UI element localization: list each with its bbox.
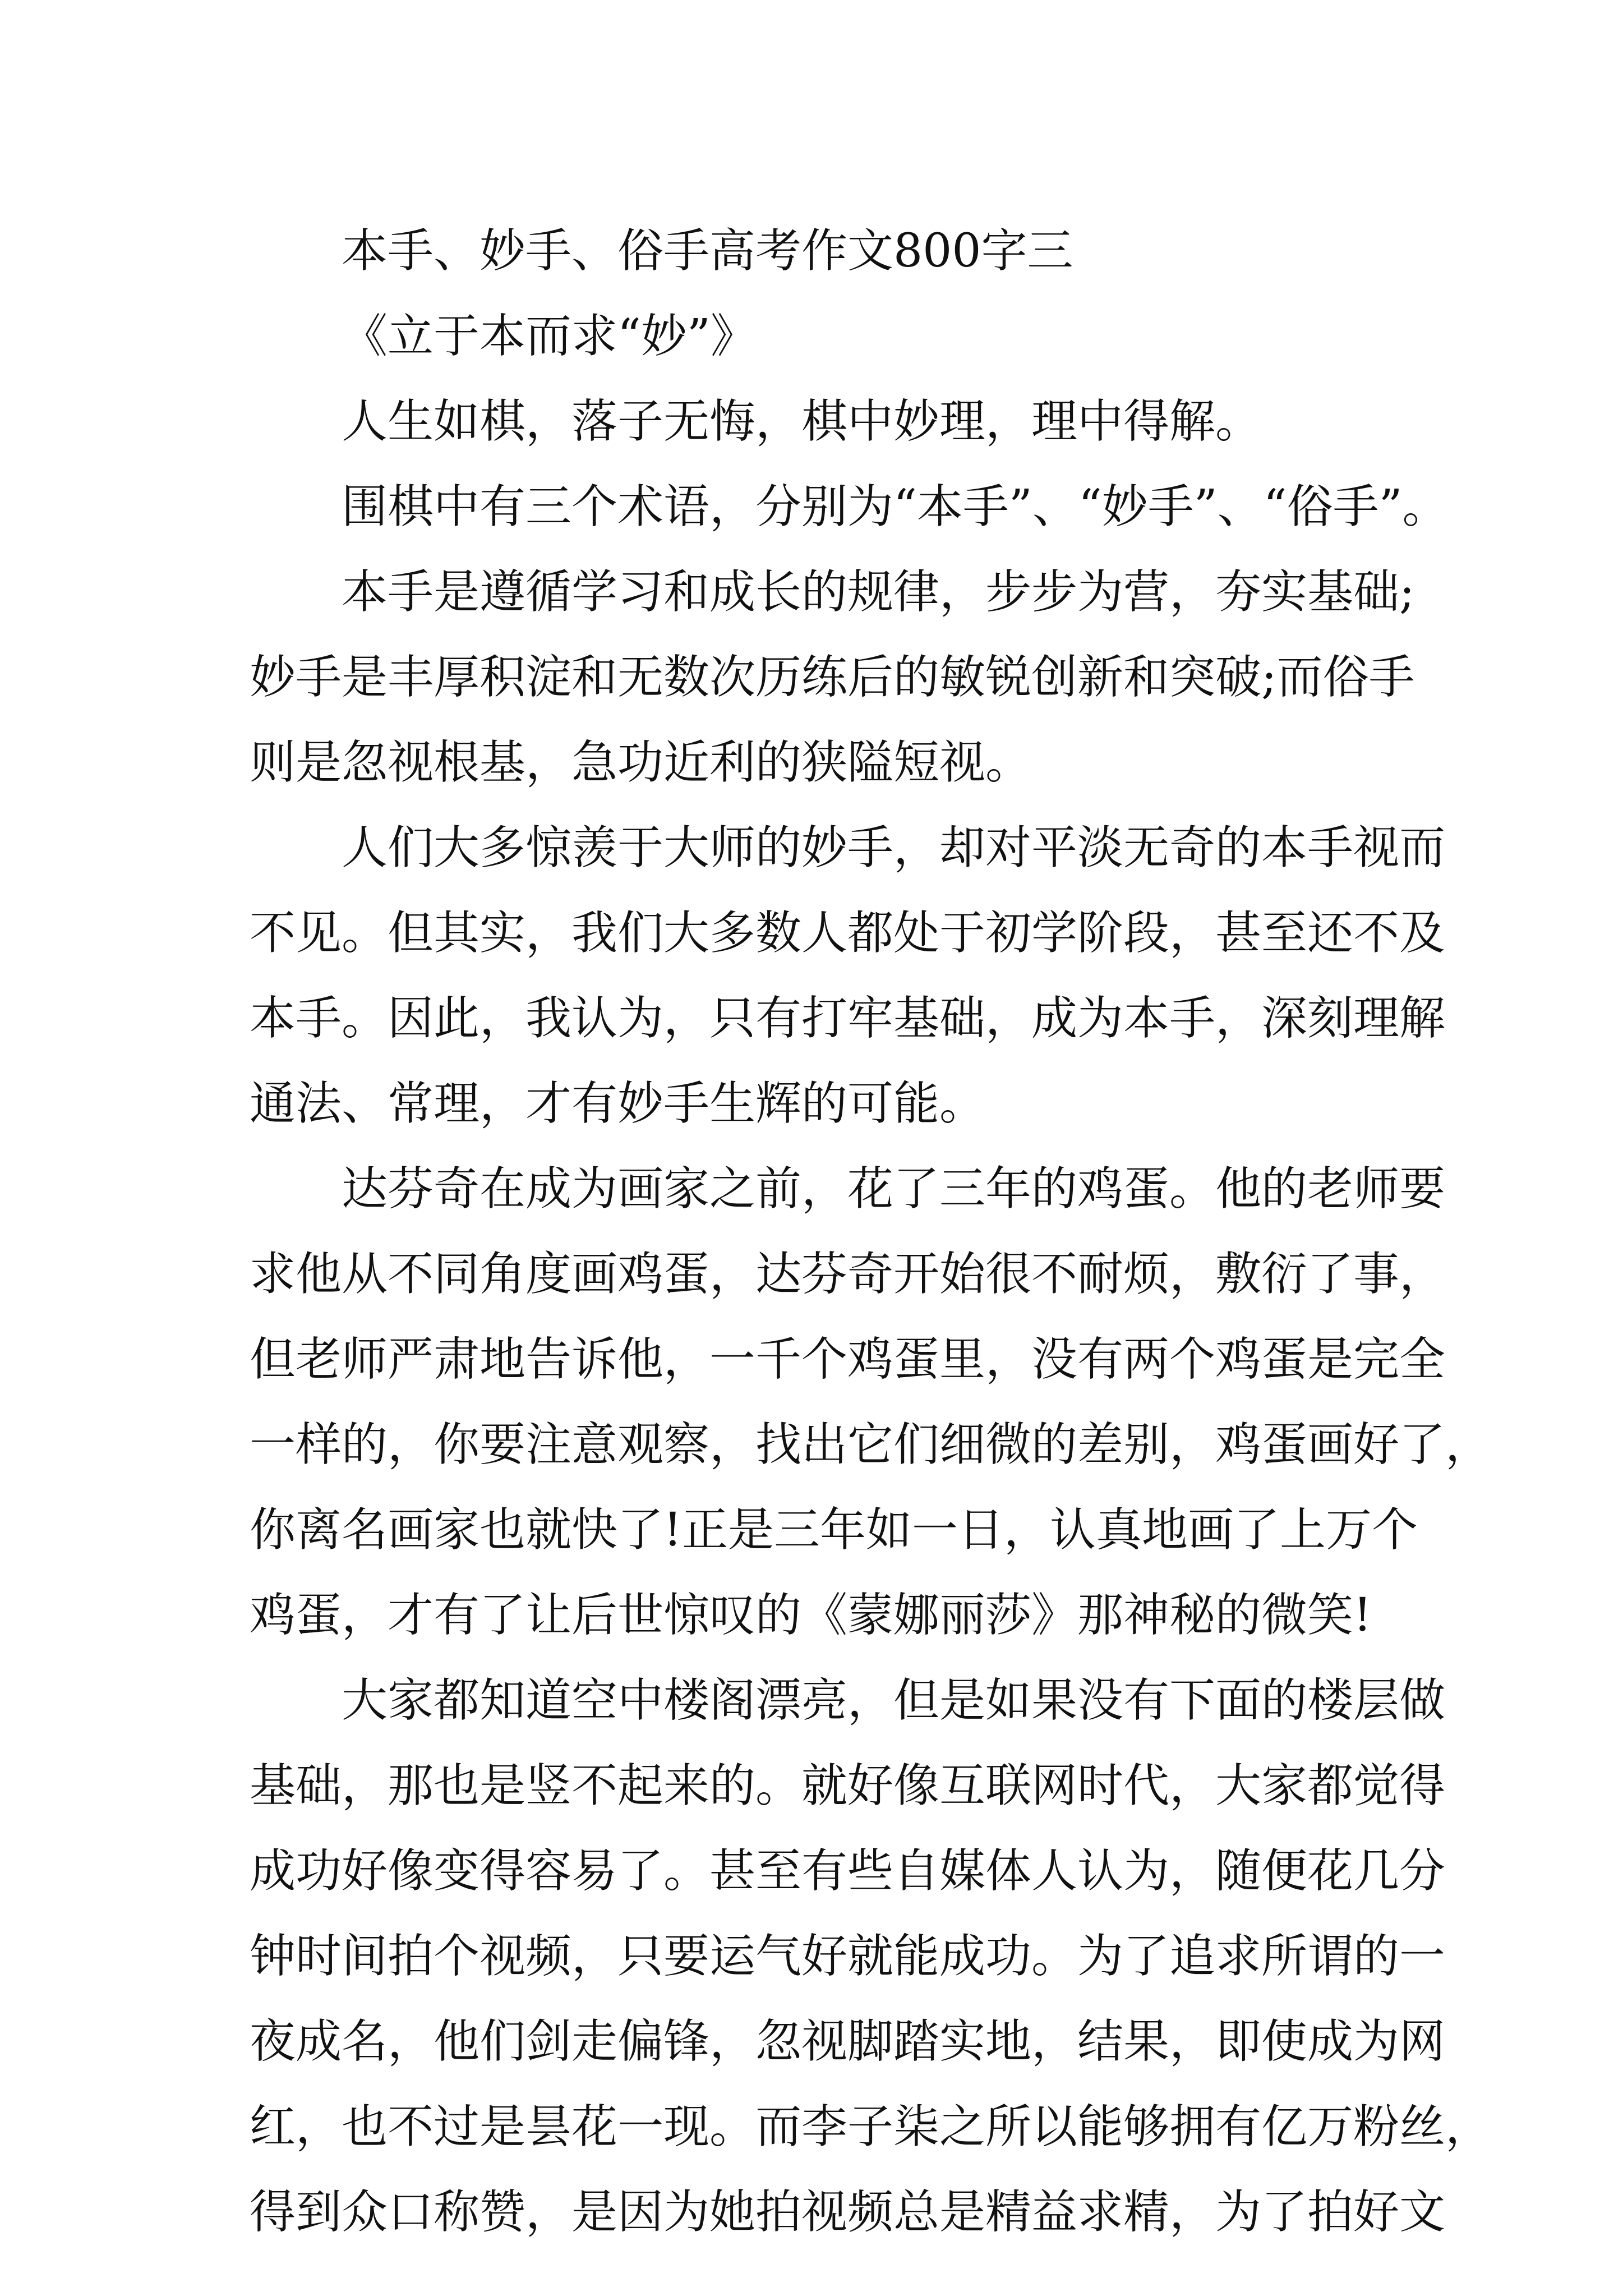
paragraph-line: 人们大多惊羡于大师的妙手，却对平淡无奇的本手视而 xyxy=(342,821,1446,875)
paragraph-line: 围棋中有三个术语，分别为“本手”、“妙手”、“俗手”。 xyxy=(342,480,1449,533)
paragraph-line: 求他从不同角度画鸡蛋，达芬奇开始很不耐烦，敷衍了事， xyxy=(250,1248,1446,1301)
paragraph-line: 本手是遵循学习和成长的规律，步步为营，夯实基础; xyxy=(342,565,1415,619)
paragraph-line: 妙手是丰厚积淀和无数次历练后的敏锐创新和突破;而俗手 xyxy=(250,651,1415,704)
paragraph xyxy=(250,806,1446,1147)
paragraph-line: 基础，那也是竖不起来的。就好像互联网时代，大家都觉得 xyxy=(250,1759,1446,1812)
paragraph-line: 大家都知道空中楼阁漂亮，但是如果没有下面的楼层做 xyxy=(342,1674,1446,1727)
paragraph-line: 则是忽视根基，急功近利的狭隘短视。 xyxy=(250,736,1032,789)
paragraph-line: 钟时间拍个视频，只要运气好就能成功。为了追求所谓的一 xyxy=(250,1930,1446,1983)
essay-subtitle: 《立于本而求“妙”》 xyxy=(342,310,757,363)
paragraph xyxy=(250,464,1449,550)
essay-title: 本手、妙手、俗手高考作文800字三 xyxy=(342,224,1073,278)
paragraph xyxy=(250,1147,1492,1658)
paragraph-line: 夜成名，他们剑走偏锋，忽视脚踏实地，结果，即使成为网 xyxy=(250,2015,1446,2068)
paragraph-line: 人生如棋，落子无悔，棋中妙理，理中得解。 xyxy=(342,395,1262,448)
paragraph-line: 一样的，你要注意观察，找出它们细微的差别，鸡蛋画好了， xyxy=(250,1418,1492,1471)
paragraph-line: 但老师严肃地告诉他，一千个鸡蛋里，没有两个鸡蛋是完全 xyxy=(250,1333,1446,1386)
paragraph-line: 红，也不过是昙花一现。而李子柒之所以能够拥有亿万粉丝， xyxy=(250,2100,1492,2154)
paragraph-line: 鸡蛋，才有了让后世惊叹的《蒙娜丽莎》那神秘的微笑! xyxy=(250,1589,1372,1642)
paragraph-line: 达芬奇在成为画家之前，花了三年的鸡蛋。他的老师要 xyxy=(342,1162,1446,1216)
paragraph xyxy=(250,379,1394,464)
paragraph-line: 你离名画家也就快了!正是三年如一日，认真地画了上万个 xyxy=(250,1503,1418,1557)
paragraph xyxy=(250,550,1415,806)
paragraph xyxy=(250,1658,1492,2255)
paragraph-line: 本手。因此，我认为，只有打牢基础，成为本手，深刻理解 xyxy=(250,992,1446,1045)
paragraph-line: 成功好像变得容易了。甚至有些自媒体人认为，随便花几分 xyxy=(250,1844,1446,1898)
paragraph-line: 通法、常理，才有妙手生辉的可能。 xyxy=(250,1077,986,1130)
paragraph-line: 不见。但其实，我们大多数人都处于初学阶段，甚至还不及 xyxy=(250,907,1446,960)
paragraph-line: 得到众口称赞，是因为她拍视频总是精益求精，为了拍好文 xyxy=(250,2185,1446,2239)
essay-body xyxy=(250,209,1492,2255)
